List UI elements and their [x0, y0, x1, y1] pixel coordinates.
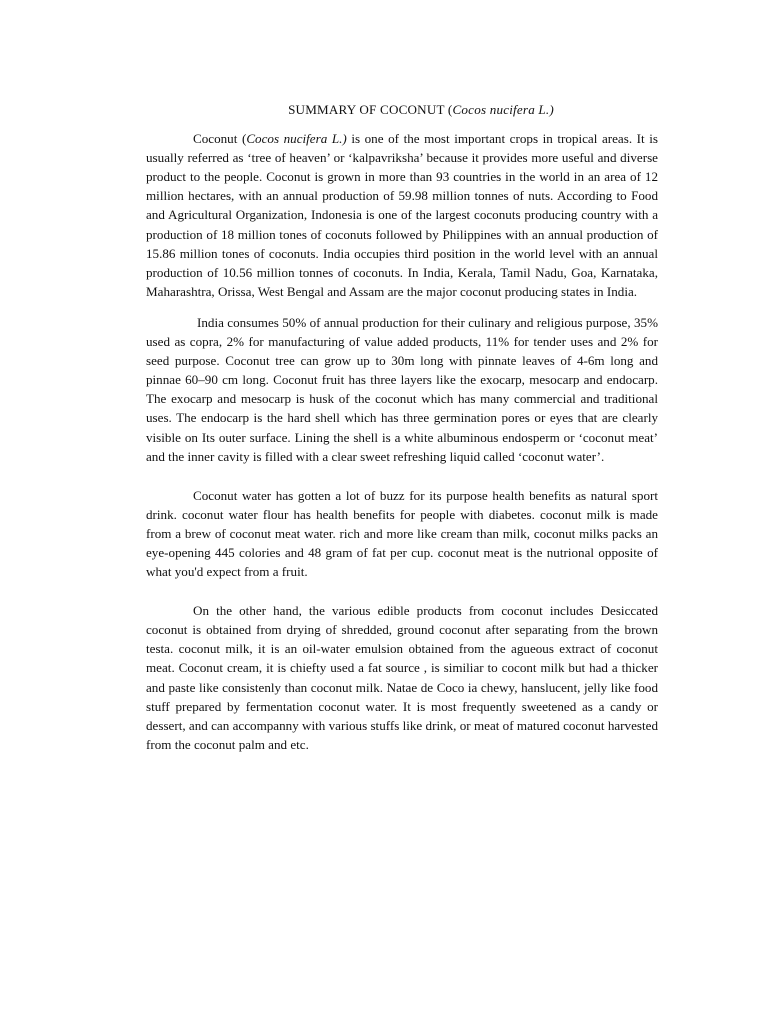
paragraph-1: [146, 129, 658, 301]
title-prefix: SUMMARY OF COCONUT (: [288, 102, 453, 117]
paragraph-4-text: On the other hand, the various edible products from coconut includes Desiccated coconut is obtained from drying of shredded, ground coconut after separating from the brown testa. coconut milk, it is an oil-water emulsion obtained from the agueous extract of coconut meat. Coconut cream, it is chiefty used a fat source , is similiar to cocont milk but had a thicker and paste like consistenly than coconut milk. Natae de Coco ia chewy, hanslucent, jelly like food stuff prepared by fermentation coconut water. It is most frequently sweetened as a candy or dessert, and can accompanny with various stuffs like drink, or meat of matured coconut harvested from the coconut palm and etc.: [146, 603, 658, 752]
paragraph-3: [146, 486, 658, 581]
paragraph-1-lead: Coconut (: [193, 131, 247, 147]
document-title: [146, 100, 658, 119]
document-body: [146, 100, 658, 766]
paragraph-1-scientific-name: Cocos nucifera L.): [246, 131, 347, 147]
paragraph-2-text: India consumes 50% of annual production for their culinary and religious purpose, 35% used as copra, 2% for manufacturing of value added products, 11% for tender uses and 2% for seed purpose. Coconut tree can grow up to 30m long with pinnate leaves of 4-6m long and pinnae 60–90 cm long. Coconut fruit has three layers like the exocarp, mesocarp and endocarp. The exocarp and mesocarp is husk of the coconut which has many commercial and traditional uses. The endocarp is the hard shell which has three germination pores or eyes that are clearly visible on Its outer surface. Lining the shell is a white albuminous endosperm or ‘coconut meat’ and the inner cavity is filled with a clear sweet refreshing liquid called ‘coconut water’.: [146, 314, 658, 464]
paragraph-4: [146, 601, 658, 754]
paragraph-1-text: is one of the most important crops in tropical areas. It is usually referred as ‘tree of heaven’ or ‘kalpavriksha’ because it provides more useful and diverse product to the people. Coconut is grown in more than 93 countries in the world in an area of 12 million hectares, with an annual production of 59.98 million tonnes of nuts. According to Food and Agricultural Organization, Indonesia is one of the largest coconuts producing country with a production of 18 million tones of coconuts followed by Philippines with an annual production of 15.86 million tones of coconuts. India occupies third position in the world level with an annual production of 10.56 million tonnes of coconuts. In India, Kerala, Tamil Nadu, Goa, Karnataka, Maharashtra, Orissa, West Bengal and Assam are the major coconut producing states in India.: [146, 131, 658, 299]
paragraph-3-text: Coconut water has gotten a lot of buzz for its purpose health benefits as natural sport drink. coconut water flour has health benefits for people with diabetes. coconut milk is made from a brew of coconut meat water. rich and more like cream than milk, coconut milks packs an eye-opening 445 colories and 48 gram of fat per cup. coconut meat is the nutrional opposite of what you'd expect from a fruit.: [146, 487, 658, 580]
title-scientific-name: Cocos nucifera L.): [452, 102, 554, 117]
paragraph-2: [146, 313, 658, 466]
